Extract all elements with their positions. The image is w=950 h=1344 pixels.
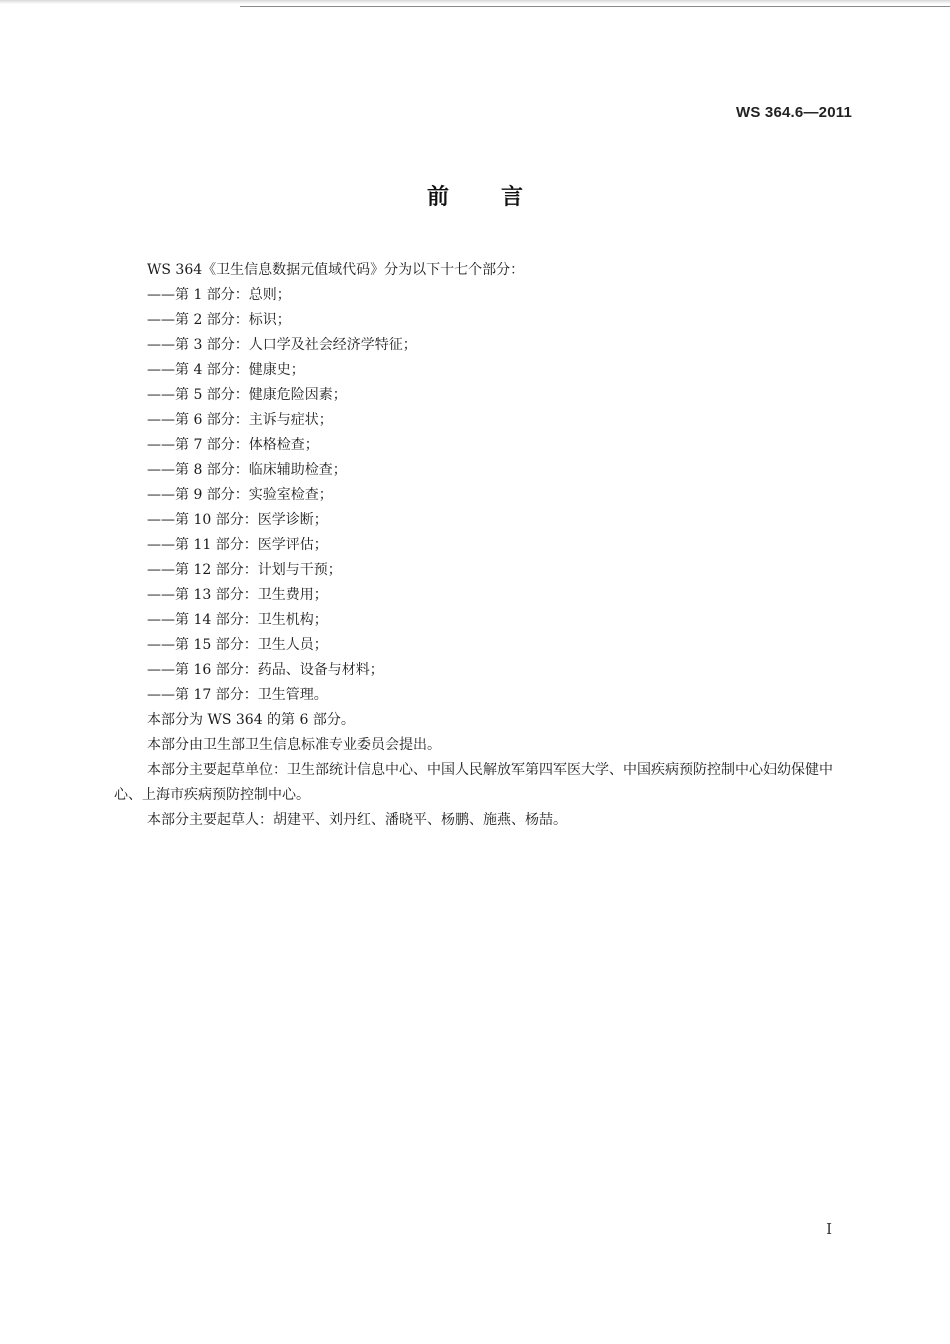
parts-list <box>114 283 854 708</box>
list-item: ——第 17 部分：卫生管理。 <box>147 687 328 703</box>
list-item: ——第 7 部分：体格检查； <box>147 437 319 453</box>
list-item: ——第 6 部分：主诉与症状； <box>147 412 333 428</box>
list-item: ——第 10 部分：医学诊断； <box>147 512 328 528</box>
list-item: ——第 8 部分：临床辅助检查； <box>147 462 347 478</box>
list-item: ——第 4 部分：健康史； <box>147 362 305 378</box>
list-item: ——第 9 部分：实验室检查； <box>147 487 333 503</box>
proposer-paragraph: 本部分由卫生部卫生信息标准专业委员会提出。 <box>147 737 441 753</box>
page-title: 前言 <box>426 185 575 210</box>
header-rule <box>240 6 950 7</box>
list-item: ——第 12 部分：计划与干预； <box>147 562 342 578</box>
list-item: ——第 11 部分：医学评估； <box>147 537 328 553</box>
list-item: ——第 5 部分：健康危险因素； <box>147 387 347 403</box>
list-item: ——第 1 部分：总则； <box>147 287 291 303</box>
list-item: ——第 13 部分：卫生费用； <box>147 587 328 603</box>
document-body <box>114 258 854 833</box>
document-code: WS 364.6—2011 <box>735 104 852 121</box>
list-item: ——第 3 部分：人口学及社会经济学特征； <box>147 337 417 353</box>
intro-paragraph: WS 364《卫生信息数据元值域代码》分为以下十七个部分： <box>147 262 525 278</box>
drafting-units-paragraph: 本部分主要起草单位：卫生部统计信息中心、中国人民解放军第四军医大学、中国疾病预防控制中心妇幼保健中心、上海市疾病预防控制中心。 <box>114 762 833 803</box>
part-statement-paragraph: 本部分为 WS 364 的第 6 部分。 <box>147 712 355 728</box>
list-item: ——第 16 部分：药品、设备与材料； <box>147 662 384 678</box>
drafters-paragraph: 本部分主要起草人：胡建平、刘丹红、潘晓平、杨鹏、施燕、杨喆。 <box>147 812 567 828</box>
list-item: ——第 2 部分：标识； <box>147 312 291 328</box>
page-number: I <box>826 1220 832 1238</box>
list-item: ——第 15 部分：卫生人员； <box>147 637 328 653</box>
list-item: ——第 14 部分：卫生机构； <box>147 612 328 628</box>
scan-top-edge <box>0 0 950 4</box>
